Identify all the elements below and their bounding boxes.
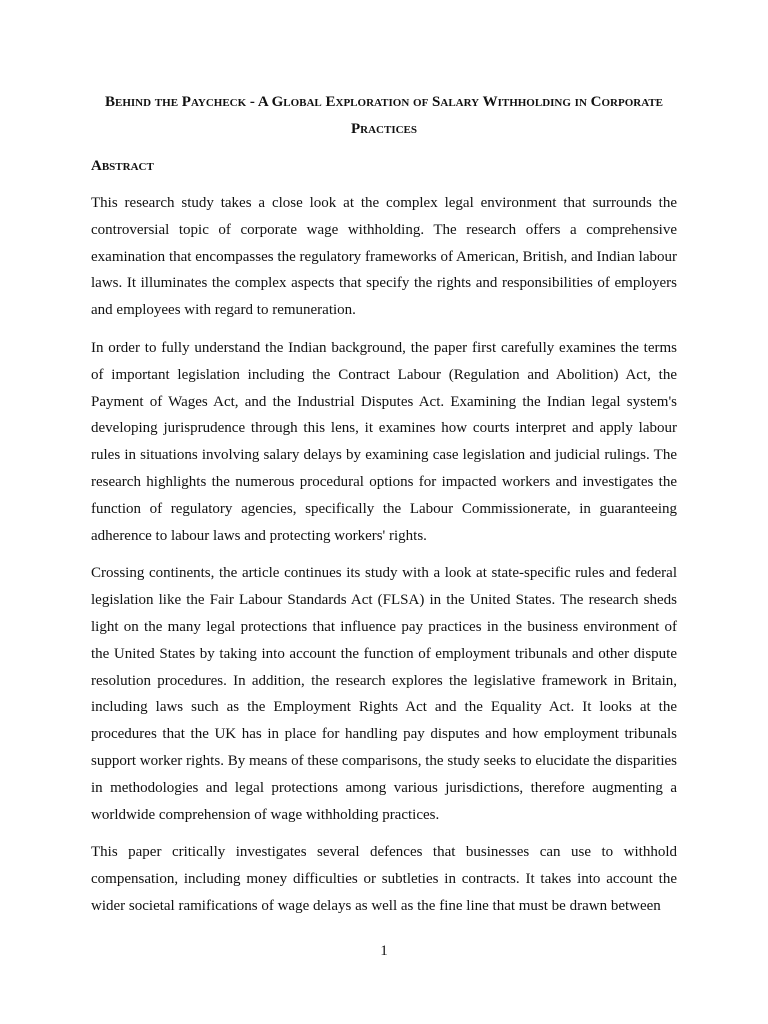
- abstract-body: [91, 190, 677, 931]
- paragraph-1: This research study takes a close look at the complex legal environment that surrounds the controversial topic of corporate wage withholding. The research offers a comprehensive examination that encompasses the regulatory frameworks of American, British, and Indian labour laws. It illuminates the complex aspects that specify the rights and responsibilities of employers and employees with regard to remuneration.: [91, 195, 677, 319]
- paragraph-2: In order to fully understand the Indian background, the paper first carefully examines the terms of important legislation including the Contract Labour (Regulation and Abolition) Act, the Payment of Wages Act, and the Industrial Disputes Act. Examining the Indian legal system's developing jurisprudence through this lens, it examines how courts interpret and apply labour rules in situations involving salary delays by examining case legislation and judicial rulings. The research highlights the numerous procedural options for impacted workers and investigates the function of regulatory agencies, specifically the Labour Commissionerate, in guaranteeing adherence to labour laws and protecting workers' rights.: [91, 339, 677, 544]
- paragraph-3: Crossing continents, the article continues its study with a look at state-specific rules and federal legislation like the Fair Labour Standards Act (FLSA) in the United States. The research sheds light on the many legal protections that influence pay practices in the business environment of the United States by taking into account the function of employment tribunals and other dispute resolution procedures. In addition, the research explores the legislative framework in Britain, including laws such as the Employment Rights Act and the Equality Act. It looks at the procedures that the UK has in place for handling pay disputes and how employment tribunals support worker rights. By means of these comparisons, the study seeks to elucidate the disparities in methodologies and legal protections among various jurisdictions, therefore augmenting a worldwide comprehension of wage withholding practices.: [91, 565, 677, 823]
- abstract-heading: Abstract: [91, 158, 154, 174]
- paper-title: Behind the Paycheck - A Global Exploration of Salary Withholding in Corporate Practices: [104, 94, 664, 137]
- paragraph-4: This paper critically investigates several defences that businesses can use to withhold compensation, including money difficulties or subtleties in contracts. It takes into account the wider societal ramifications of wage delays as well as the fine line that must be drawn between: [91, 844, 677, 914]
- page-number: 1: [380, 943, 388, 959]
